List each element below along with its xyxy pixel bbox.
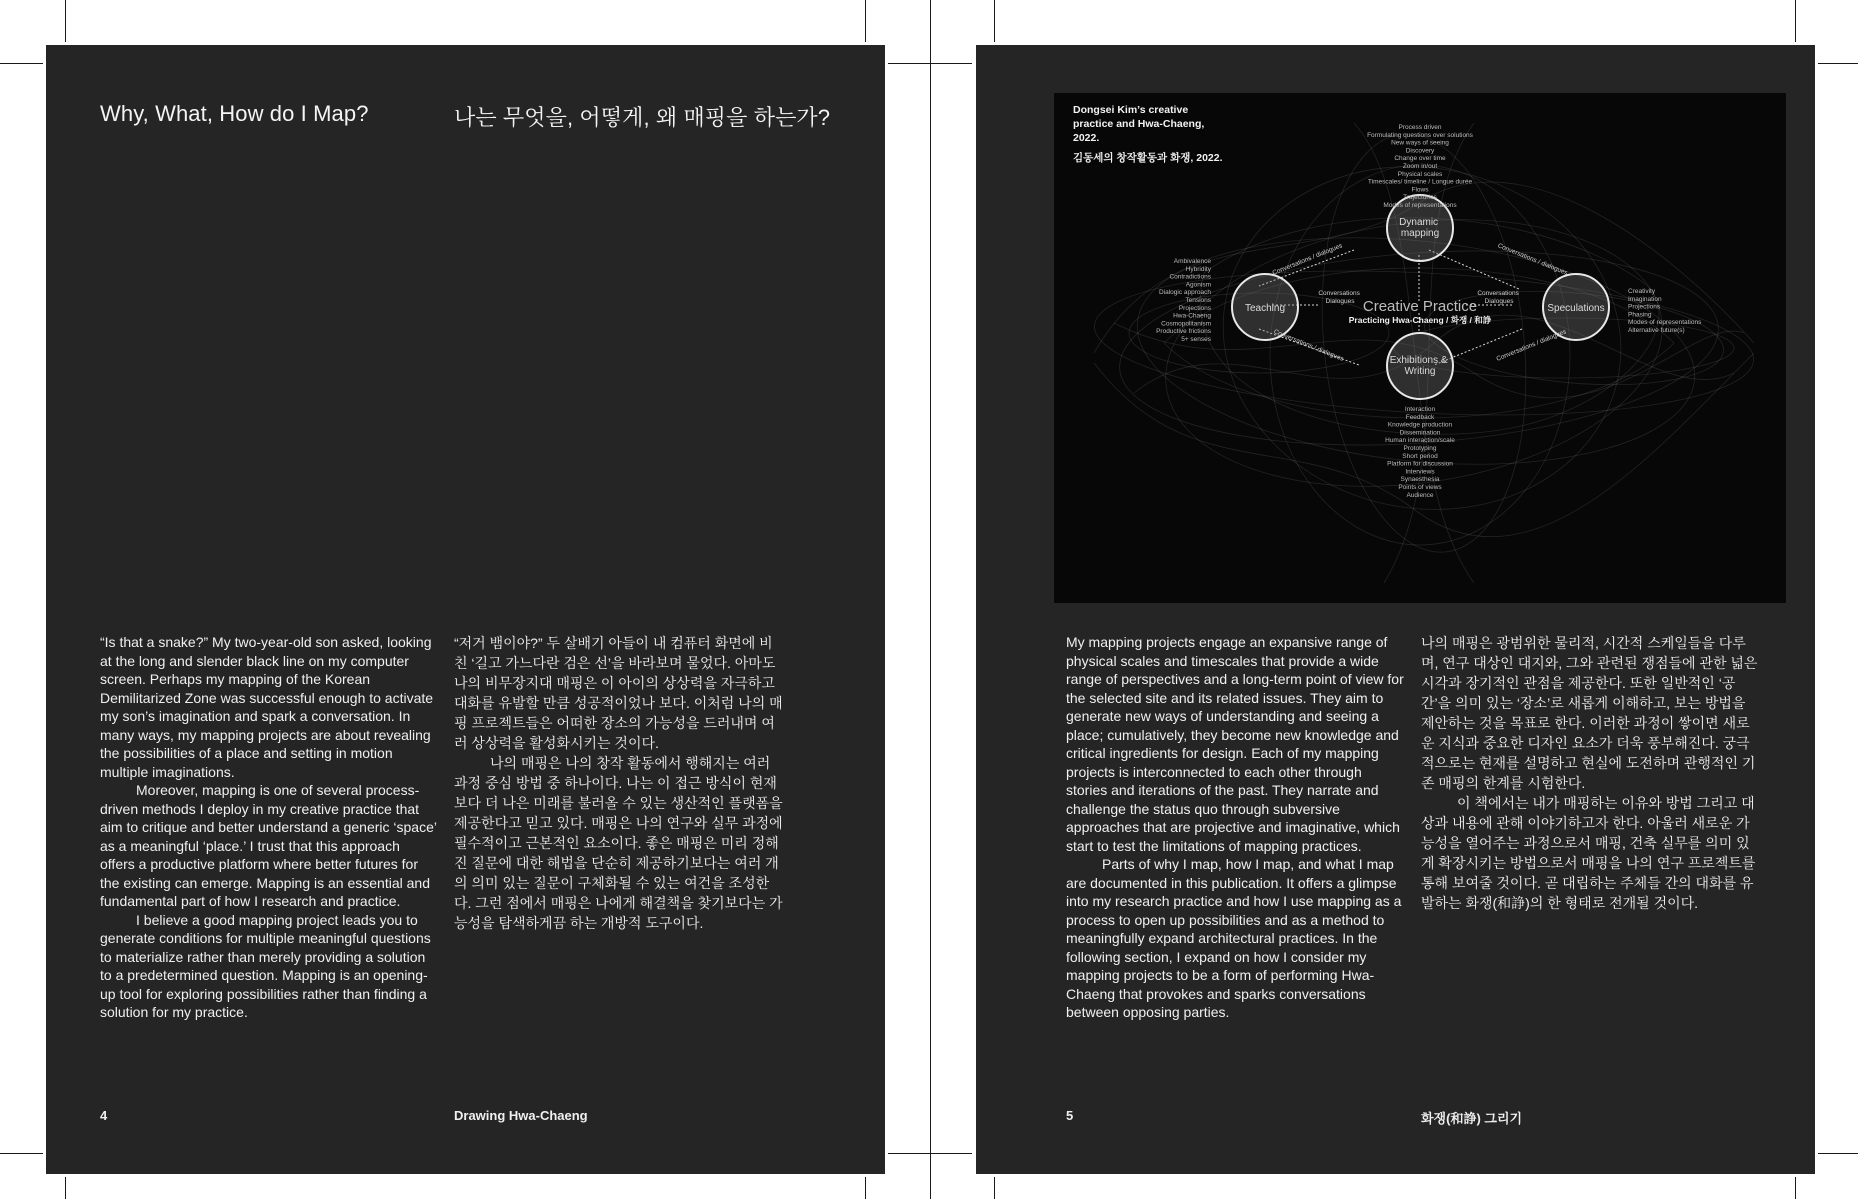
keyword-item: Audience xyxy=(1406,491,1434,499)
keyword-item: Modes of representations xyxy=(1383,202,1457,209)
running-title: 화쟁(和諍) 그리기 xyxy=(1421,1111,1523,1126)
crop-mark xyxy=(65,0,66,42)
center-title: Creative Practice xyxy=(1362,298,1478,315)
crop-mark xyxy=(65,1177,66,1199)
keyword-item: Points of views xyxy=(1398,484,1442,491)
keyword-item: Contradictions xyxy=(1169,273,1211,281)
keyword-item: 5+ senses xyxy=(1181,336,1211,343)
crop-mark xyxy=(0,1153,43,1154)
crop-mark xyxy=(1818,63,1858,64)
crop-mark xyxy=(1818,1153,1858,1154)
keyword-item: Change over time xyxy=(1394,155,1446,163)
body-column-kr xyxy=(454,633,784,933)
paragraph: Parts of why I map, how I map, and what I map are documented in this publication. It offers a glimpse into my research practice and how I use mapping as a process to open up possibilities and as a method to meaningfully expand architectural practices. In the following section, I expand on how I consider my mapping projects to be a form of performing Hwa-Chaeng that provokes and sparks conversations between opposing parties. xyxy=(1066,856,1402,1020)
crop-mark xyxy=(994,0,995,42)
paragraph: 이 책에서는 내가 매핑하는 이유와 방법 그리고 대상과 내용에 관해 이야기하고자 한다. 아울러 새로운 가능성을 열어주는 과정으로서 매핑, 건축 실무를 의미 있게 확장시키는 방법으로서 매핑을 나의 연구 프로젝트를 통해 보여줄 것이다. 곧 대립하는 주체들 간의 대화를 유발하는 화쟁(和諍)의 한 형태로 전개될 것이다. xyxy=(1421,795,1756,911)
keyword-item: Creativity xyxy=(1628,288,1656,295)
side-label-left: Conversations Dialogues xyxy=(1318,290,1360,305)
keyword-item: Formulating questions over solutions xyxy=(1367,131,1473,139)
left-page xyxy=(46,45,885,1174)
body-column-en xyxy=(1066,633,1404,1022)
node-label-left: Teaching xyxy=(1244,303,1286,314)
crop-mark xyxy=(0,63,43,64)
keyword-item: Tensions xyxy=(1185,297,1211,304)
paragraph: I believe a good mapping project leads you to generate conditions for multiple meaningful questions to materialize rather than merely providing a solution to a predetermined question. Mapping is an opening-up tool for exploring possibilities rather than finding a solution for my practice. xyxy=(100,911,431,1020)
paragraph: Moreover, mapping is one of several process-driven methods I deploy in my creative practice that aim to critique and better understand a generic ‘space’ as a meaningful ‘place.’ I trust that this approach offers a productive platform where better futures for the existing can emerge. Mapping is an essential and fundamental part of how I research and practice. xyxy=(100,782,437,909)
crop-mark xyxy=(1795,1177,1796,1199)
keyword-item: Knowledge production xyxy=(1387,421,1453,429)
edge-label: Conversations / dialogues xyxy=(1495,328,1568,363)
paragraph: 나의 매핑은 광범위한 물리적, 시간적 스케일들을 다루며, 연구 대상인 대지와, 그와 관련된 쟁점들에 관한 넓은 시각과 장기적인 관점을 제공한다. 또한 일반적인 ‘공간’을 의미 있는 ‘장소’로 새롭게 이해하고, 보는 방법을 제안하는 것을 목표로 한다. 이러한 과정이 쌓이면 새로운 지식과 중요한 디자인 요소가 더욱 풍부해진다. 궁극적으로는 현재를 설명하고 현실에 도전하며 관행적인 기존 매핑의 한계를 시험한다. xyxy=(1421,635,1758,791)
keyword-item: Productive frictions xyxy=(1156,328,1211,336)
keyword-list-bottom xyxy=(1385,406,1455,499)
page-number: 4 xyxy=(100,1108,108,1123)
keyword-list-right xyxy=(1628,288,1702,334)
page-number: 5 xyxy=(1066,1108,1074,1123)
node-label-right: Speculations xyxy=(1547,303,1605,314)
side-label-right: Conversations Dialogues xyxy=(1477,290,1519,305)
keyword-item: Trajectories xyxy=(1403,194,1437,202)
right-page xyxy=(976,45,1815,1174)
node-label-bottom: Exhibitions & Writing xyxy=(1389,355,1448,377)
keyword-item: Discovery xyxy=(1405,147,1435,155)
keyword-item: Flows xyxy=(1411,186,1429,194)
crop-mark xyxy=(888,63,972,64)
crop-mark xyxy=(865,1177,866,1199)
keyword-item: Timescales/ timeline / Longue durée xyxy=(1367,178,1473,186)
figure-caption-en: Dongsei Kim’s creative practice and Hwa-Chaeng, 2022. xyxy=(1073,104,1205,144)
figure-caption xyxy=(1073,103,1223,165)
keyword-item: Platform for discussion xyxy=(1387,460,1453,468)
body-column-kr xyxy=(1421,633,1761,913)
keyword-item: New ways of seeing xyxy=(1391,139,1449,147)
crop-mark xyxy=(865,0,866,42)
edge-label: Conversations / dialogues xyxy=(1272,328,1345,363)
keyword-item: Interaction xyxy=(1404,406,1436,413)
keyword-item: Projections xyxy=(1178,304,1211,312)
keyword-item: Cosmopolitanism xyxy=(1161,320,1211,328)
keyword-item: Human interaction/scale xyxy=(1385,437,1455,445)
edge-label: Conversations / dialogues xyxy=(1271,242,1344,277)
running-title: Drawing Hwa-Chaeng xyxy=(454,1108,588,1123)
keyword-list-top xyxy=(1367,124,1474,209)
creative-practice-diagram xyxy=(1054,93,1786,603)
node-label-top: Dynamic mapping xyxy=(1399,217,1440,239)
crop-mark xyxy=(930,0,931,1199)
page-title-kr: 나는 무엇을, 어떻게, 왜 매핑을 하는가? xyxy=(454,105,831,130)
keyword-item: Phasing xyxy=(1628,311,1652,319)
paragraph: “저거 뱀이야?” 두 살배기 아들이 내 컴퓨터 화면에 비친 ‘길고 가느다란 검은 선’을 바라보며 물었다. 아마도 나의 비무장지대 매핑은 이 아이의 상상력을 자극하고 대화를 유발할 만큼 성공적이었나 보다. 이처럼 나의 매핑 프로젝트들은 어떠한 장소의 가능성을 드러내며 여러 상상력을 활성화시키는 것이다. xyxy=(454,635,783,751)
keyword-item: Zoom in/out xyxy=(1402,163,1438,170)
keyword-item: Synaesthesia xyxy=(1400,476,1440,484)
paragraph: “Is that a snake?” My two-year-old son asked, looking at the long and slender black line on my computer screen. Perhaps my mapping of the Korean Demilitarized Zone was successful enough to activate my son’s imagination and spark a conversation. In many ways, my mapping projects are about revealing the possibilities of a place and setting in motion multiple imaginations. xyxy=(100,634,434,780)
diagram-figure xyxy=(1054,93,1786,603)
crop-mark xyxy=(994,1177,995,1199)
keyword-item: Agonism xyxy=(1185,281,1211,289)
keyword-item: Physical scales xyxy=(1397,170,1443,178)
keyword-item: Interviews xyxy=(1405,468,1435,476)
keyword-item: Hybridity xyxy=(1185,265,1211,273)
keyword-item: Projections xyxy=(1628,303,1661,311)
paragraph: My mapping projects engage an expansive range of physical scales and timescales that provide a wide range of perspectives and a long-term point of view for the selected site and its related issues. They aim to generate new ways of understanding and seeing a place; cumulatively, they become new knowledge and critical ingredients for design. Each of my mapping projects is interconnected to each other through stories and iterations of the past. They narrate and challenge the status quo through subversive approaches that are projective and imaginative, which start to test the limitations of mapping practices. xyxy=(1066,634,1404,854)
keyword-item: Imagination xyxy=(1628,295,1662,303)
keyword-item: Feedback xyxy=(1405,413,1435,421)
keyword-item: Dialogic approach xyxy=(1158,289,1211,297)
edge-label: Conversations / dialogues xyxy=(1496,242,1569,277)
paragraph: 나의 매핑은 나의 창작 활동에서 행해지는 여러 과정 중심 방법 중 하나이다. 나는 이 접근 방식이 현재보다 더 나은 미래를 불러올 수 있는 생산적인 플랫폼을 제공한다고 믿고 있다. 매핑은 나의 연구와 실무 과정에 필수적이고 근본적인 요소이다. 좋은 매핑은 미리 정해진 질문에 대한 해법을 단순히 제공하기보다는 여러 개의 의미 있는 질문이 구체화될 수 있는 여건을 조성한다. 그런 점에서 매핑은 나에게 해결책을 찾기보다는 가능성을 탐색하게끔 하는 개방적 도구이다. xyxy=(454,755,783,931)
center-subtitle: Practicing Hwa-Chaeng / 화쟁 / 和諍 xyxy=(1348,315,1492,325)
keyword-item: Alternative future(s) xyxy=(1628,327,1685,334)
body-column-en xyxy=(100,633,438,1022)
figure-caption-kr: 김동세의 창작활동과 화쟁, 2022. xyxy=(1073,152,1223,164)
keyword-item: Process driven xyxy=(1398,124,1442,131)
crop-mark xyxy=(888,1153,972,1154)
crop-mark xyxy=(1795,0,1796,42)
page-title-en: Why, What, How do I Map? xyxy=(100,101,369,126)
keyword-item: Prototyping xyxy=(1403,445,1437,452)
keyword-item: Modes of representations xyxy=(1628,319,1702,327)
keyword-item: Dissemination xyxy=(1399,429,1441,437)
keyword-item: Hwa-Chaeng xyxy=(1173,312,1211,320)
keyword-item: Ambivalence xyxy=(1173,258,1211,265)
keyword-item: Short period xyxy=(1402,452,1438,460)
